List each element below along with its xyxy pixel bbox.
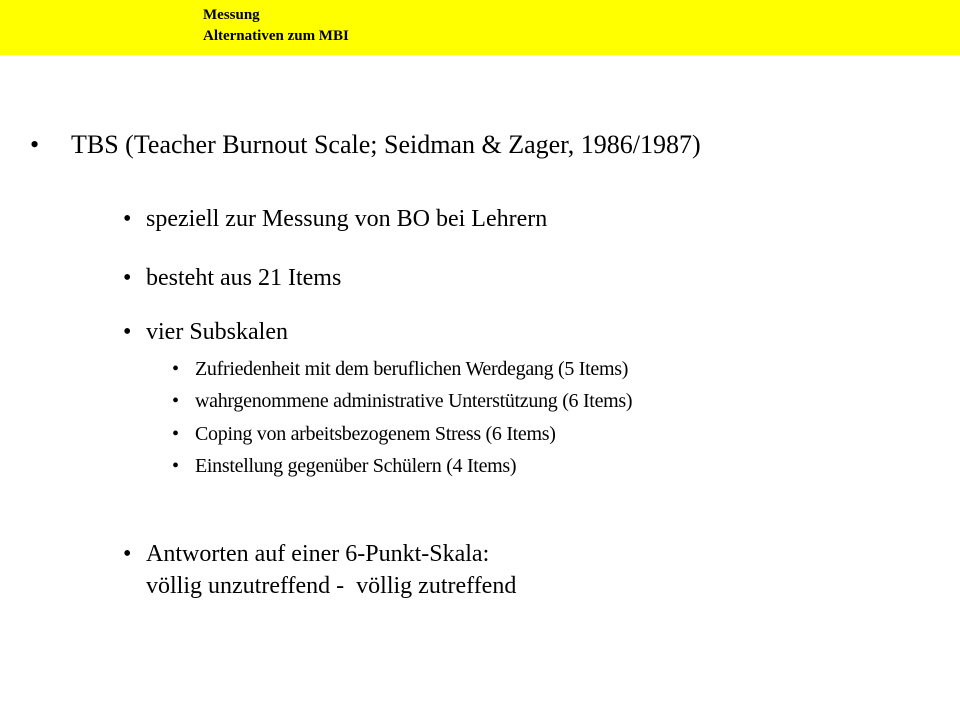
header-subtitle: Alternativen zum MBI [203, 28, 349, 44]
bullet-marker: • [172, 358, 180, 380]
subscale-text: Coping von arbeitsbezogenem Stress (6 Items) [195, 423, 556, 445]
slide-header-bar [0, 0, 960, 55]
bullet-marker: • [123, 319, 132, 345]
bullet-marker: • [172, 390, 180, 412]
bullet-marker: • [172, 455, 180, 477]
point-continuation-text: völlig unzutreffend - völlig zutreffend [146, 573, 517, 599]
bullet-marker: • [123, 265, 132, 291]
point-text: speziell zur Messung von BO bei Lehrern [146, 206, 548, 232]
subscale-text: Zufriedenheit mit dem beruflichen Werdegang (5 Items) [195, 358, 629, 380]
point-text: Antworten auf einer 6-Punkt-Skala: [146, 541, 490, 567]
bullet-marker: • [123, 206, 132, 232]
subscale-text: wahrgenommene administrative Unterstützung (6 Items) [195, 390, 633, 412]
bullet-marker: • [123, 541, 132, 567]
point-text: vier Subskalen [146, 319, 288, 345]
bullet-marker: • [30, 130, 40, 159]
point-text: besteht aus 21 Items [146, 265, 342, 291]
bullet-marker: • [172, 423, 180, 445]
subscale-text: Einstellung gegenüber Schülern (4 Items) [195, 455, 517, 477]
header-title: Messung [203, 7, 260, 23]
main-bullet-text: TBS (Teacher Burnout Scale; Seidman & Zager, 1986/1987) [71, 130, 701, 159]
